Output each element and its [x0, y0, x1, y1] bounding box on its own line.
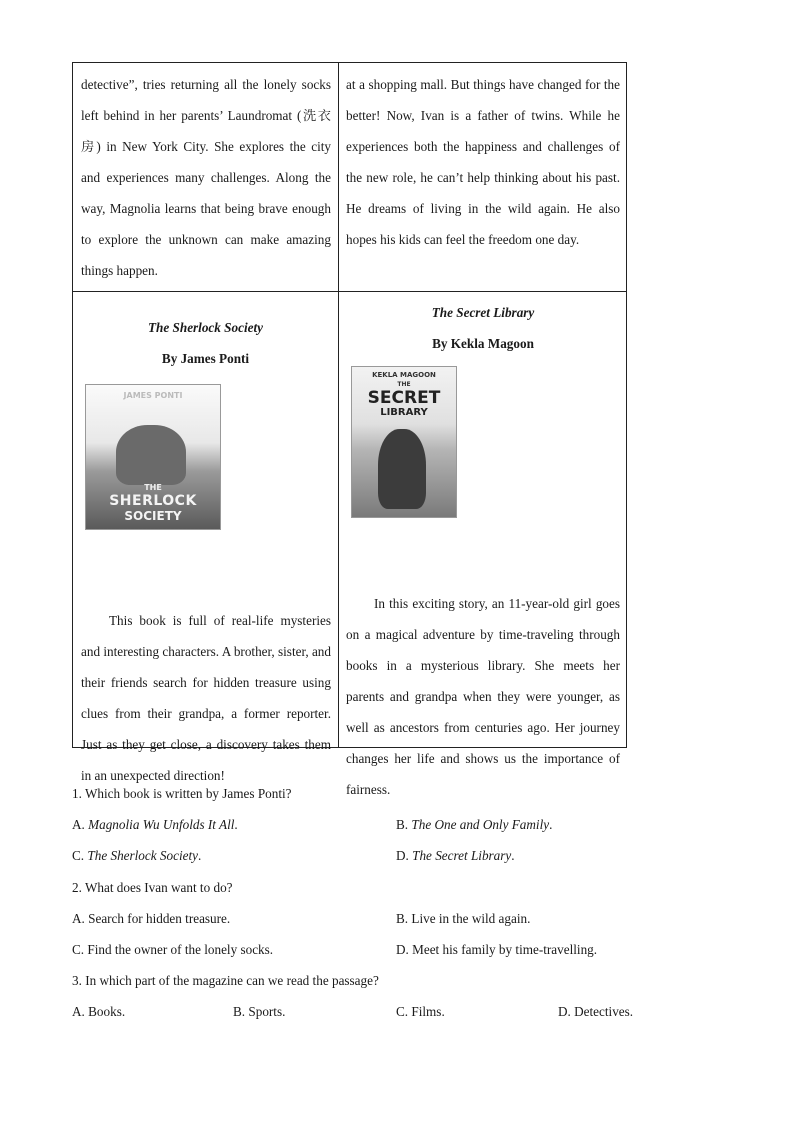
option-letter: C. [72, 942, 88, 957]
option-letter: A. [72, 911, 89, 926]
cover-title-the: THE [397, 381, 411, 388]
book-cover-image [351, 366, 457, 518]
option-letter: D. [396, 942, 413, 957]
cell-magnolia-continued [81, 69, 331, 286]
option-text: Magnolia Wu Unfolds It All [88, 817, 235, 832]
option-text: Search for hidden treasure. [88, 911, 231, 926]
cover-author-text: KEKLA MAGOON [372, 371, 436, 379]
book-cover-image [85, 384, 221, 530]
cell-ivan-continued [346, 69, 620, 255]
question-2-option-c[interactable] [72, 942, 273, 958]
cover-title-sherlock: SHERLOCK [109, 493, 197, 509]
question-1-option-d[interactable] [396, 848, 515, 864]
option-letter: B. [396, 817, 412, 832]
question-1-stem: 1. Which book is written by James Ponti? [72, 786, 292, 801]
question-3-option-d[interactable] [558, 1004, 633, 1020]
question-3-option-a[interactable] [72, 1004, 125, 1020]
cover-author-text: JAMES PONTI [123, 391, 183, 400]
secret-library-description-block [346, 588, 620, 805]
option-text: The One and Only Family [411, 817, 550, 832]
magnolia-description: detective”, tries returning all the lonely socks left behind in her parents’ Laundromat (洗衣房) in New York City. She explores the city and experiences many challenges. Along the way, Magnolia learns that being brave enough to explore the unknown can make amazing things happen. [81, 77, 331, 278]
option-letter: C. [72, 848, 88, 863]
question-1-option-c[interactable] [72, 848, 201, 864]
secret-library-description: In this exciting story, an 11-year-old girl goes on a magical adventure by time-traveling through books in a mysterious library. She meets her parents and grandpa when they were younger, as well as ancestors from centuries ago. Her journey changes her life and shows us the importance of fairness. [346, 596, 620, 797]
option-letter: D. [558, 1004, 575, 1019]
cover-title-library: LIBRARY [380, 407, 428, 418]
sherlock-description: This book is full of real-life mysteries and interesting characters. A brother, sister, and their friends search for hidden treasure using clues from their grandpa, a former reporter. Just as they get close, a discovery takes them in an unexpected direction! [81, 613, 331, 783]
question-3-option-c[interactable] [396, 1004, 445, 1020]
option-text: Films. [411, 1004, 445, 1019]
question-1-option-b[interactable] [396, 817, 552, 833]
question-2-option-d[interactable] [396, 942, 597, 958]
option-end: . [197, 848, 202, 863]
cover-illustration [116, 425, 186, 485]
option-letter: B. [233, 1004, 249, 1019]
option-text: Meet his family by time-travelling. [412, 942, 598, 957]
option-text: Books. [88, 1004, 126, 1019]
option-letter: A. [72, 817, 89, 832]
book-title: The Sherlock Society [147, 320, 263, 335]
option-letter: D. [396, 848, 413, 863]
question-2-option-a[interactable] [72, 911, 230, 927]
option-text: Live in the wild again. [411, 911, 531, 926]
option-letter: C. [396, 1004, 412, 1019]
question-2-stem: 2. What does Ivan want to do? [72, 880, 233, 895]
cover-title-society: SOCIETY [124, 509, 182, 523]
option-end: . [549, 817, 553, 832]
cover-title-the: THE [144, 483, 162, 492]
cover-illustration [378, 429, 426, 509]
option-letter: B. [396, 911, 412, 926]
option-letter: A. [72, 1004, 89, 1019]
question-3-option-b[interactable] [233, 1004, 285, 1020]
cell-secret-library [339, 292, 627, 797]
cell-sherlock-society [73, 292, 338, 783]
cover-title-secret: SECRET [367, 388, 441, 408]
ivan-description: at a shopping mall. But things have changed for the better! Now, Ivan is a father of twins. While he experiences both the happiness and challenges of the new role, he can’t help thinking about his past. He dreams of living in the wild again. He also hopes his kids can feel the freedom one day. [346, 77, 620, 247]
option-end: . [234, 817, 238, 832]
book-author: By James Ponti [161, 351, 250, 366]
sherlock-description-block [81, 605, 331, 791]
option-text: The Sherlock Society [87, 848, 198, 863]
option-text: Find the owner of the lonely socks. [87, 942, 274, 957]
question-2-option-b[interactable] [396, 911, 530, 927]
question-3-stem: 3. In which part of the magazine can we read the passage? [72, 973, 379, 988]
option-text: Detectives. [574, 1004, 634, 1019]
book-title: The Secret Library [431, 305, 535, 320]
book-author: By Kekla Magoon [432, 336, 534, 351]
option-text: Sports. [248, 1004, 286, 1019]
option-end: . [511, 848, 515, 863]
question-1-option-a[interactable] [72, 817, 238, 833]
option-text: The Secret Library [412, 848, 512, 863]
